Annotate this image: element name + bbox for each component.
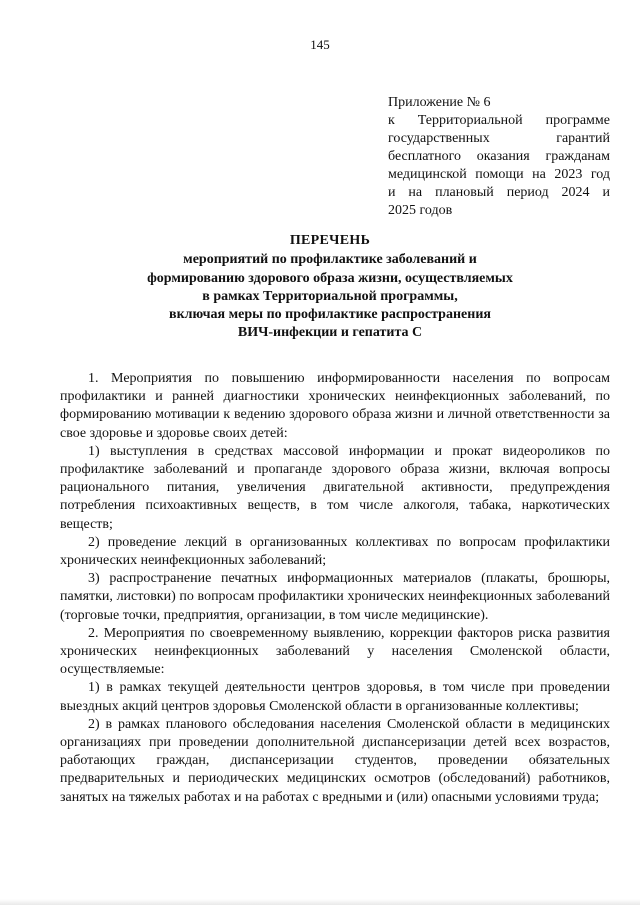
heading-line: ВИЧ-инфекции и гепатита С — [237, 325, 423, 341]
appendix-note — [388, 94, 610, 220]
appendix-line: Приложение № 6 — [388, 95, 491, 110]
appendix-line: бесплатного оказания гражданам — [388, 149, 610, 164]
paragraph: 3) распространение печатных информационных материалов (плакаты, брошюры, памятки, листовки) по вопросам профилактики хронических неинфекционных заболеваний (торговые точки, предприятия, организации, в том числе медицинские). — [60, 571, 610, 623]
document-heading — [60, 232, 600, 343]
appendix-line: 2025 годов — [388, 203, 453, 218]
document-body — [60, 370, 610, 807]
paragraph: 1) в рамках текущей деятельности центров здоровья, в том числе при проведении выездных акций центров здоровья Смоленской области в организованные коллективы; — [60, 680, 610, 714]
heading-line: формированию здорового образа жизни, осуществляемых — [147, 270, 513, 286]
heading-line: в рамках Территориальной программы, — [202, 288, 458, 304]
paragraph: 2) в рамках планового обследования населения Смоленской области в медицинских организациях при проведении дополнительной диспансеризации детей всех возрастов, работающих граждан, диспансеризации студентов, проведении обязательных предварительных и периодических медицинских осмотров (обследований) работников, занятых на тяжелых работах и на работах с вредными и (или) опасными условиями труда; — [60, 716, 610, 805]
appendix-line: государственных гарантий — [388, 131, 610, 146]
appendix-line: и на плановый период 2024 и — [388, 185, 610, 200]
paragraph: 1. Мероприятия по повышению информированности населения по вопросам профилактики и ранней диагностики хронических неинфекционных заболеваний, по формированию мотивации к ведению здорового образа жизни и личной ответственности за свое здоровье и здоровье своих детей: — [60, 371, 610, 441]
appendix-line: к Территориальной программе — [388, 113, 610, 128]
heading-line: включая меры по профилактике распространения — [169, 307, 491, 323]
page-edge — [0, 899, 640, 905]
heading-line: мероприятий по профилактике заболеваний и — [183, 252, 477, 268]
appendix-line: медицинской помощи на 2023 год — [388, 167, 610, 182]
page-number: 145 — [310, 37, 330, 52]
paragraph: 1) выступления в средствах массовой информации и прокат видеороликов по профилактике заболеваний и пропаганде здорового образа жизни, включая вопросы рационального питания, увеличения двигательной активности, предупреждения потребления психоактивных веществ, в том числе алкоголя, табака, наркотических веществ; — [60, 443, 610, 532]
paragraph: 2. Мероприятия по своевременному выявлению, коррекции факторов риска развития хронических неинфекционных заболеваний у населения Смоленской области, осуществляемые: — [60, 625, 610, 678]
paragraph: 2) проведение лекций в организованных коллективах по вопросам профилактики хронических неинфекционных заболеваний; — [60, 534, 610, 569]
document-title: ПЕРЕЧЕНЬ — [289, 233, 371, 248]
